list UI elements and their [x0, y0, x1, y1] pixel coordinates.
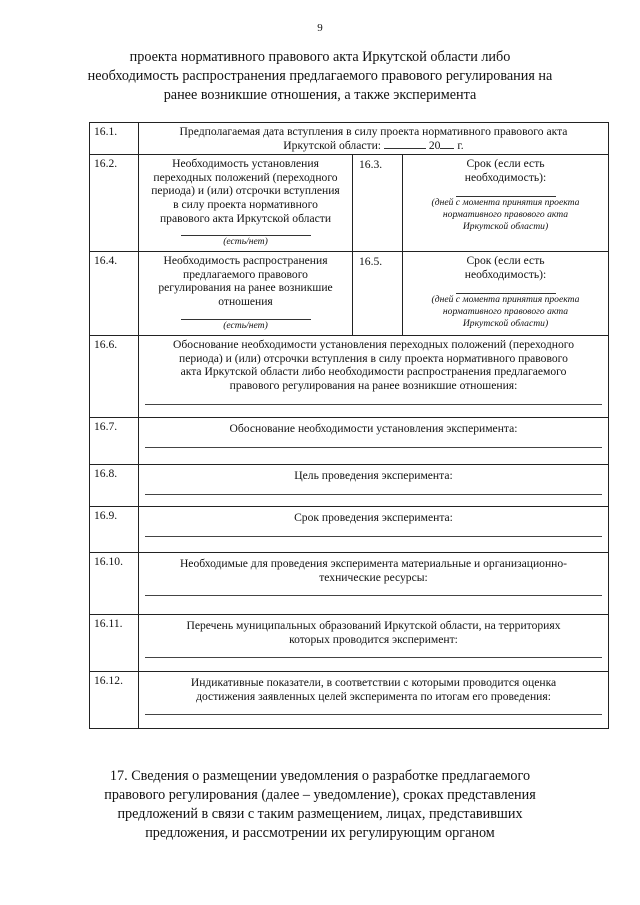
transition-need-text: правового акта Иркутской области: [159, 211, 332, 225]
row-number: 16.4.: [90, 252, 139, 336]
section-17-line: предложений в связи с таким размещением, лицах, представивших: [117, 806, 523, 822]
experiment-municipalities-label: которых проводится эксперимент:: [289, 632, 458, 646]
heading-line-3: ранее возникшие отношения, а также эксперимента: [163, 87, 477, 103]
transition-justification-text: правового регулирования на ранее возникшие отношения:: [229, 378, 518, 392]
transition-need-text: переходных положений (переходного: [153, 170, 338, 184]
transition-term-cell: [403, 155, 609, 252]
transition-need-text: в силу проекта нормативного: [173, 197, 318, 211]
section-heading: [60, 48, 580, 105]
planned-date-cell: [139, 123, 609, 155]
experiment-municipalities-answer-line[interactable]: [145, 656, 602, 658]
row-number: 16.10.: [90, 553, 139, 615]
experiment-resources-answer-line[interactable]: [145, 594, 602, 596]
row-16-10: [90, 553, 609, 615]
row-number: 16.12.: [90, 672, 139, 729]
retroactive-term-hint: нормативного правового акта: [442, 306, 569, 318]
form-table: [89, 122, 609, 729]
experiment-indicators-label: Индикативные показатели, в соответствии с которыми проводится оценка: [190, 676, 557, 690]
row-number: 16.2.: [90, 155, 139, 252]
retroactive-term-hint: Иркутской области): [462, 318, 549, 330]
section-17-line: правового регулирования (далее – уведомление), сроках представления: [104, 787, 536, 803]
retroactive-term-hint: (дней с момента принятия проекта: [431, 294, 580, 306]
experiment-resources-cell: [139, 553, 609, 615]
planned-date-line: [143, 139, 604, 153]
retroactive-need-text: предлагаемого правового: [183, 267, 308, 281]
experiment-municipalities-label: Перечень муниципальных образований Иркутской области, на территориях: [186, 619, 561, 633]
heading-line-2: необходимость распространения предлагаемого правового регулирования на: [87, 68, 553, 84]
experiment-indicators-label: достижения заявленных целей эксперимента по итогам его проведения:: [196, 689, 551, 703]
transition-need-hint: (есть/нет): [223, 236, 268, 248]
experiment-resources-label: технические ресурсы:: [319, 570, 428, 584]
experiment-goal-label: Цель проведения эксперимента:: [294, 469, 453, 483]
row-16-2: [90, 155, 609, 252]
row-number: 16.8.: [90, 465, 139, 507]
transition-justification-text: Обоснование необходимости установления переходных положений (переходного: [172, 338, 575, 352]
experiment-justification-answer-line[interactable]: [145, 446, 602, 448]
experiment-justification-cell: [139, 418, 609, 465]
experiment-term-cell: [139, 507, 609, 553]
planned-date-label: Предполагаемая дата вступления в силу проекта нормативного правового акта: [179, 125, 568, 138]
retroactive-term-cell: [403, 252, 609, 336]
experiment-justification-label: Обоснование необходимости установления эксперимента:: [229, 422, 518, 436]
section-17-heading: [60, 767, 580, 843]
row-16-4: [90, 252, 609, 336]
experiment-resources-label: Необходимые для проведения эксперимента материальные и организационно-: [179, 557, 568, 571]
transition-justification-text: периода) и (или) отсрочки вступления в силу проекта нормативного правового: [179, 351, 568, 365]
transition-need-text: Необходимость установления: [172, 157, 319, 171]
planned-date-day-blank[interactable]: [384, 148, 426, 149]
transition-term-hint: (дней с момента принятия проекта: [431, 197, 580, 209]
planned-date-year-suffix: г.: [457, 138, 464, 152]
retroactive-need-text: отношения: [218, 294, 273, 308]
transition-term-hint: нормативного правового акта: [442, 209, 569, 221]
planned-date-year-blank[interactable]: [440, 148, 454, 149]
transition-need-text: периода) и (или) отсрочки вступления: [151, 184, 340, 198]
experiment-indicators-cell: [139, 672, 609, 729]
section-17-line: 17. Сведения о размещении уведомления о разработке предлагаемого: [109, 768, 531, 784]
transition-justification-answer-line[interactable]: [145, 403, 602, 405]
transition-need-cell: [139, 155, 353, 252]
row-number: 16.5.: [353, 252, 403, 336]
row-number: 16.1.: [90, 123, 139, 155]
row-16-8: [90, 465, 609, 507]
row-number: 16.6.: [90, 336, 139, 418]
experiment-goal-answer-line[interactable]: [145, 493, 602, 495]
row-16-6: [90, 336, 609, 418]
experiment-indicators-answer-line[interactable]: [145, 713, 602, 715]
experiment-goal-cell: [139, 465, 609, 507]
experiment-municipalities-cell: [139, 615, 609, 672]
retroactive-term-label: Срок (если есть: [466, 254, 545, 268]
row-number: 16.9.: [90, 507, 139, 553]
section-17-line: предложения, и рассмотрении их регулирующим органом: [145, 825, 495, 841]
heading-line-1: проекта нормативного правового акта Иркутской области либо: [129, 49, 511, 65]
row-16-7: [90, 418, 609, 465]
row-number: 16.11.: [90, 615, 139, 672]
row-16-1: [90, 123, 609, 155]
transition-justification-text: акта Иркутской области либо необходимости распространения предлагаемого: [180, 365, 567, 379]
retroactive-need-hint: (есть/нет): [223, 319, 268, 331]
page-number: 9: [317, 22, 323, 34]
experiment-term-answer-line[interactable]: [145, 535, 602, 537]
retroactive-need-text: Необходимость распространения: [163, 254, 328, 268]
transition-justification-cell: [139, 336, 609, 418]
planned-date-year: 20: [428, 138, 441, 152]
row-16-12: [90, 672, 609, 729]
row-number: 16.7.: [90, 418, 139, 465]
transition-term-hint: Иркутской области): [462, 221, 549, 233]
row-16-9: [90, 507, 609, 553]
experiment-term-label: Срок проведения эксперимента:: [294, 511, 453, 525]
transition-term-label: необходимость):: [464, 170, 547, 184]
retroactive-term-label: необходимость):: [464, 267, 547, 281]
retroactive-need-text: регулирования на ранее возникшие: [158, 281, 333, 295]
retroactive-need-cell: [139, 252, 353, 336]
planned-date-region-label: Иркутской области:: [283, 138, 382, 152]
transition-term-label: Срок (если есть: [466, 157, 545, 171]
row-number: 16.3.: [353, 155, 403, 252]
row-16-11: [90, 615, 609, 672]
